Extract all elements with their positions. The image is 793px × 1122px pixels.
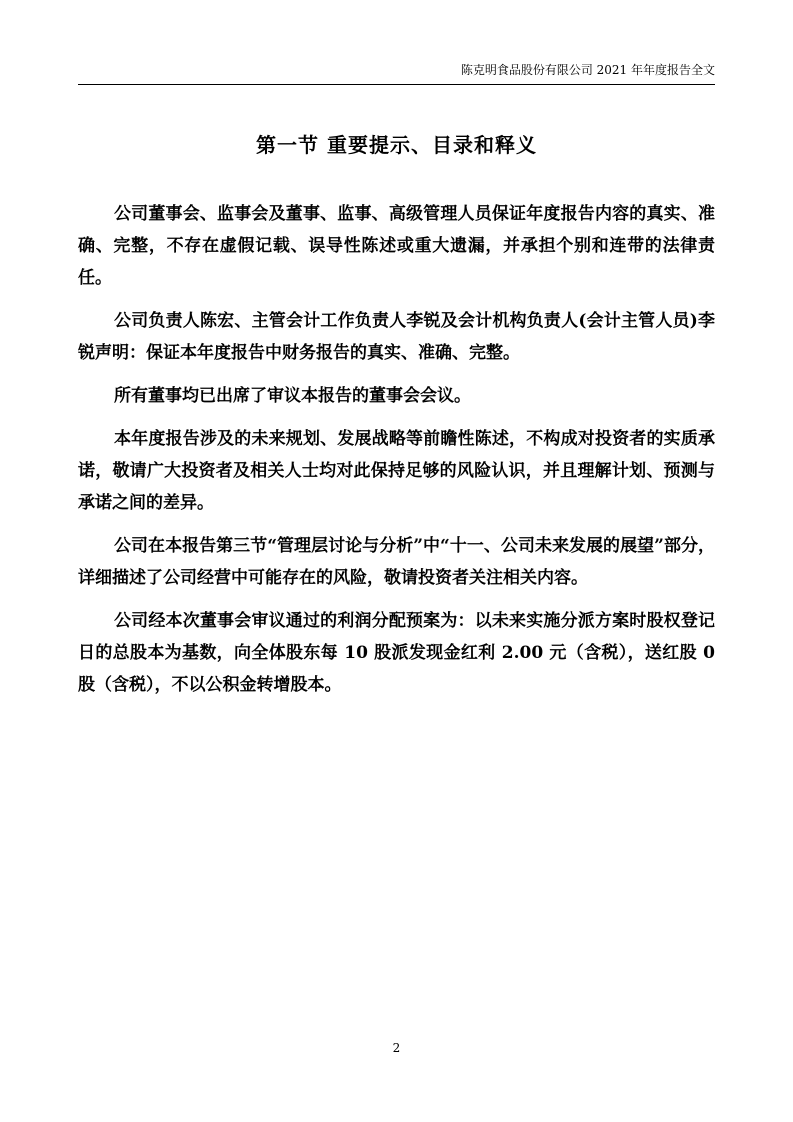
section-title: 第一节 重要提示、目录和释义 — [256, 133, 537, 157]
running-header-title: 陈克明食品股份有限公司 2021 年年度报告全文 — [460, 63, 715, 77]
paragraph-risk-reference: 公司在本报告第三节“管理层讨论与分析”中“十一、公司未来发展的展望”部分，详细描述了公司经营中可能存在的风险，敬请投资者关注相关内容。 — [78, 536, 715, 588]
page-number: 2 — [392, 1041, 401, 1055]
notice-body — [78, 198, 715, 712]
running-header — [78, 62, 715, 85]
paragraph-financial-statement-declaration: 公司负责人陈宏、主管会计工作负责人李锐及会计机构负责人(会计主管人员)李锐声明：保证本年度报告中财务报告的真实、准确、完整。 — [78, 311, 715, 363]
paragraph-board-attendance: 所有董事均已出席了审议本报告的董事会会议。 — [114, 386, 471, 406]
paragraph-profit-distribution: 公司经本次董事会审议通过的利润分配预案为：以未来实施分派方案时股权登记日的总股本为基数，向全体股东每 10 股派发现金红利 2.00 元（含税），送红股 0 股（含税），不以公积金转增股本。 — [78, 611, 715, 695]
paragraph-forward-looking-disclaimer: 本年度报告涉及的未来规划、发展战略等前瞻性陈述，不构成对投资者的实质承诺，敬请广大投资者及相关人士均对此保持足够的风险认识，并且理解计划、预测与承诺之间的差异。 — [78, 429, 715, 513]
paragraph-responsibility-statement: 公司董事会、监事会及董事、监事、高级管理人员保证年度报告内容的真实、准确、完整，不存在虚假记载、误导性陈述或重大遗漏，并承担个别和连带的法律责任。 — [78, 204, 715, 288]
